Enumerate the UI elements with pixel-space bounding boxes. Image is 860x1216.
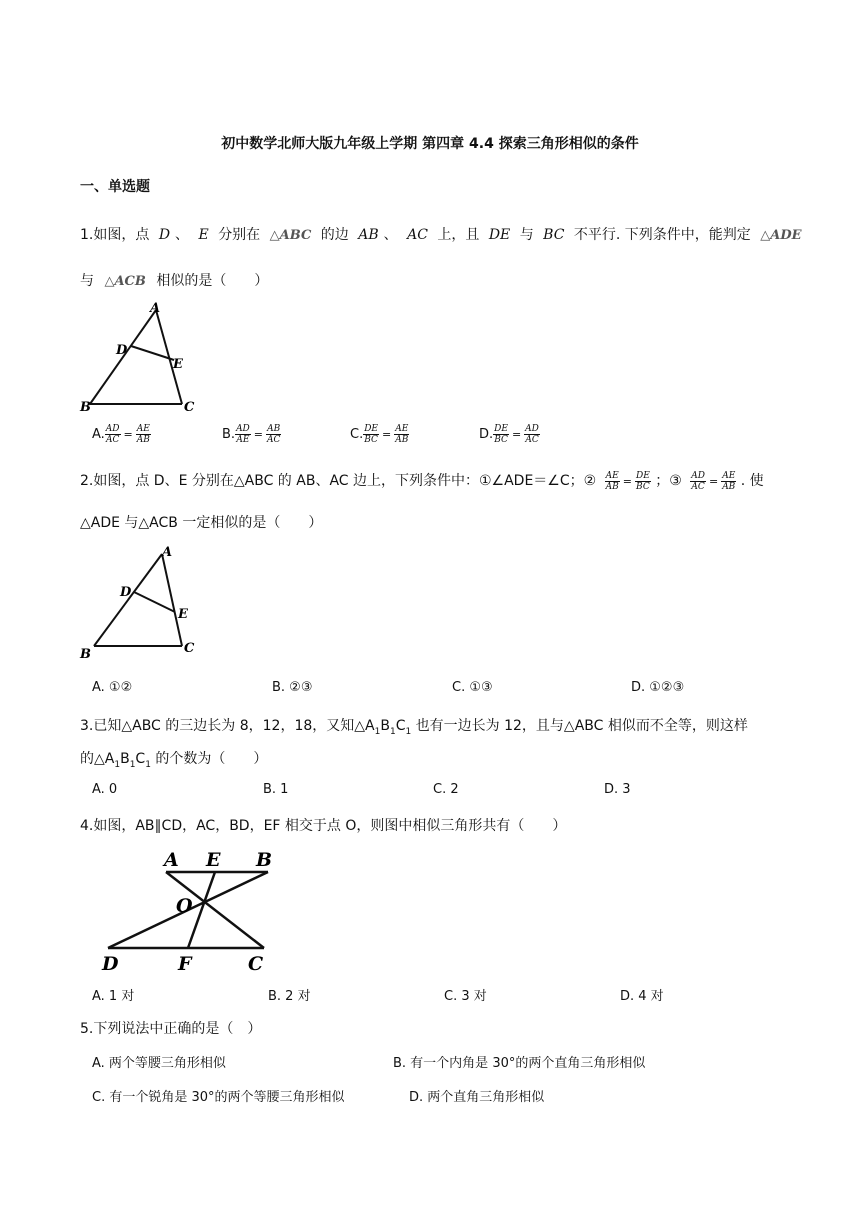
- q3-l2-sub-2: 1: [129, 759, 136, 770]
- q2-fig-label-e: E: [178, 607, 188, 622]
- q5-option-d[interactable]: D. 两个直角三角形相似: [409, 1090, 545, 1105]
- q3-option-b[interactable]: B. 1: [263, 782, 289, 797]
- q2-text-1: 2.如图，点 D、E 分别在△ABC 的 AB、AC 边上，下列条件中：①∠ADE＝∠C；②: [80, 473, 597, 489]
- question-3-line-1: [80, 715, 748, 737]
- q3-option-a[interactable]: A. 0: [92, 782, 118, 797]
- q4-figure: [96, 846, 286, 976]
- question-1-line-2: [80, 270, 268, 290]
- q4-option-c[interactable]: C. 3 对: [444, 989, 487, 1004]
- q1-option-b[interactable]: B. $\frac{AD}{AE}$ = $\frac{AB}{AC}$: [222, 424, 281, 445]
- question-3-line-2: [80, 748, 267, 770]
- q3-l2-c: C: [135, 751, 146, 767]
- q1-side-ac: AC: [407, 227, 428, 243]
- q1-side-ab: AB: [358, 227, 379, 243]
- q5-option-b[interactable]: B. 有一个内角是 30°的两个直角三角形相似: [393, 1056, 646, 1071]
- q4-fig-label-d: D: [102, 953, 119, 975]
- q2-figure: [78, 540, 208, 662]
- q4-option-d[interactable]: D. 4 对: [620, 989, 664, 1004]
- q1-line2-text-a: 与: [80, 273, 94, 289]
- q5-option-a[interactable]: A. 两个等腰三角形相似: [92, 1056, 226, 1071]
- q4-option-a[interactable]: A. 1 对: [92, 989, 135, 1004]
- q2-fig-label-c: C: [184, 641, 195, 656]
- q2-option-d[interactable]: D. ①②③: [631, 680, 685, 695]
- q1-side-bc: BC: [543, 227, 565, 243]
- q1-segment-de: DE: [488, 227, 511, 243]
- q1-option-d[interactable]: D. $\frac{DE}{BC}$ = $\frac{AD}{AC}$: [479, 424, 539, 445]
- question-2-line-1: 2.如图，点 D、E 分别在△ABC 的 AB、AC 边上，下列条件中：①∠ADE＝∠C；② $\frac{AE}{AB}$ = $\frac{DE}{BC}$ ；③ $\frac{AD}{AC}$ = $\frac{AE}{AB}$ . 使: [80, 470, 764, 492]
- q1-text-1: 1.如图，点: [80, 227, 150, 243]
- q1-fig-label-b: B: [80, 400, 91, 415]
- q4-option-b[interactable]: B. 2 对: [268, 989, 311, 1004]
- q1-fig-label-d: D: [116, 343, 128, 358]
- q2-text-3: . 使: [740, 473, 764, 489]
- q1-option-d-label: D.: [479, 427, 494, 442]
- q1-fig-label-a: A: [150, 301, 161, 316]
- q3-l1-d: 也有一边长为 12，且与△ABC 相似而不全等，则这样: [411, 718, 748, 734]
- question-2-line-2: △ADE 与△ACB 一定相似的是（ ）: [80, 515, 323, 531]
- q2-option-a[interactable]: A. ①②: [92, 680, 133, 695]
- q1-option-b-frac-2: $\frac{AB}{AC}$: [267, 424, 281, 445]
- q3-l1-sub-2: 1: [389, 726, 396, 737]
- q1-option-c[interactable]: C. $\frac{DE}{BC}$ = $\frac{AE}{AB}$: [350, 424, 409, 445]
- q3-option-d[interactable]: D. 3: [604, 782, 631, 797]
- q1-option-a[interactable]: A. $\frac{AD}{AC}$ = $\frac{AE}{AB}$: [92, 424, 150, 445]
- q1-text-4: 上，且: [437, 227, 480, 243]
- q2-frac-2: $\frac{DE}{BC}$: [635, 470, 650, 492]
- q3-option-c[interactable]: C. 2: [433, 782, 459, 797]
- q1-point-e: E: [198, 227, 209, 243]
- q4-fig-label-e: E: [206, 849, 221, 871]
- q1-triangle-acb: △ACB: [104, 274, 146, 289]
- q4-fig-label-c: C: [248, 953, 264, 975]
- q2-option-b[interactable]: B. ②③: [272, 680, 313, 695]
- q1-option-c-frac-1: $\frac{DE}{BC}$: [364, 424, 379, 445]
- q3-l2-a: 的△A: [80, 751, 115, 767]
- q3-l1-c: C: [395, 718, 406, 734]
- q3-l2-sub-1: 1: [114, 759, 121, 770]
- q1-option-c-frac-2: $\frac{AE}{AB}$: [395, 424, 409, 445]
- q1-triangle-ade: △ADE: [760, 228, 802, 243]
- q2-text-2: ；③: [655, 473, 682, 489]
- q4-fig-label-a: A: [164, 849, 179, 871]
- question-5-text: 5.下列说法中正确的是（ ）: [80, 1021, 262, 1037]
- q2-fig-label-a: A: [162, 545, 173, 560]
- q1-text-2: 分别在: [218, 227, 261, 243]
- q3-l1-b: B: [380, 718, 390, 734]
- page-title: 初中数学北师大版九年级上学期 第四章 4.4 探索三角形相似的条件: [221, 136, 639, 152]
- q1-option-a-label: A.: [92, 427, 105, 442]
- q1-option-b-label: B.: [222, 427, 236, 442]
- q1-sep-2: 、: [383, 227, 398, 243]
- q3-l1-sub-3: 1: [405, 726, 412, 737]
- q1-fig-label-e: E: [173, 357, 183, 372]
- q4-fig-label-o: O: [176, 895, 193, 917]
- q3-l2-d: 的个数为（ ）: [150, 751, 268, 767]
- q2-frac-1: $\frac{AE}{AB}$: [605, 470, 619, 492]
- q3-l1-a: 3.已知△ABC 的三边长为 8，12，18，又知△A: [80, 718, 375, 734]
- q1-option-a-frac-1: $\frac{AD}{AC}$: [105, 424, 120, 445]
- q1-line2-text-b: 相似的是（ ）: [156, 273, 269, 289]
- q2-fig-label-d: D: [120, 585, 132, 600]
- question-4-text: 4.如图，AB∥CD，AC，BD，EF 相交于点 O，则图中相似三角形共有（ ）: [80, 818, 567, 834]
- q2-frac-3: $\frac{AD}{AC}$: [691, 470, 705, 492]
- question-1-line-1: [80, 224, 802, 244]
- q1-option-d-frac-1: $\frac{DE}{BC}$: [494, 424, 508, 445]
- q2-option-c[interactable]: C. ①③: [452, 680, 493, 695]
- q1-fig-label-c: C: [184, 400, 195, 415]
- q1-option-a-frac-2: $\frac{AE}{AB}$: [136, 424, 150, 445]
- q1-text-6: 不平行. 下列条件中，能判定: [573, 227, 751, 243]
- q4-fig-label-f: F: [178, 953, 192, 975]
- q1-sep-1: 、: [175, 227, 190, 243]
- q1-text-3: 的边: [320, 227, 349, 243]
- q4-fig-label-b: B: [256, 849, 273, 871]
- q1-option-c-label: C.: [350, 427, 364, 442]
- q1-option-d-frac-2: $\frac{AD}{AC}$: [525, 424, 539, 445]
- q1-text-5: 与: [519, 227, 534, 243]
- q1-option-b-frac-1: $\frac{AD}{AE}$: [236, 424, 250, 445]
- q2-fig-label-b: B: [80, 647, 91, 662]
- q3-l1-sub-1: 1: [374, 726, 381, 737]
- q5-option-c[interactable]: C. 有一个锐角是 30°的两个等腰三角形相似: [92, 1090, 345, 1105]
- q3-l2-b: B: [120, 751, 130, 767]
- q3-l2-sub-3: 1: [145, 759, 151, 770]
- q1-triangle-abc: △ABC: [269, 228, 312, 243]
- section-heading: 一、单选题: [80, 179, 150, 195]
- q1-point-d: D: [158, 227, 171, 243]
- q1-figure: [78, 298, 208, 416]
- q2-frac-4: $\frac{AE}{AB}$: [722, 470, 736, 492]
